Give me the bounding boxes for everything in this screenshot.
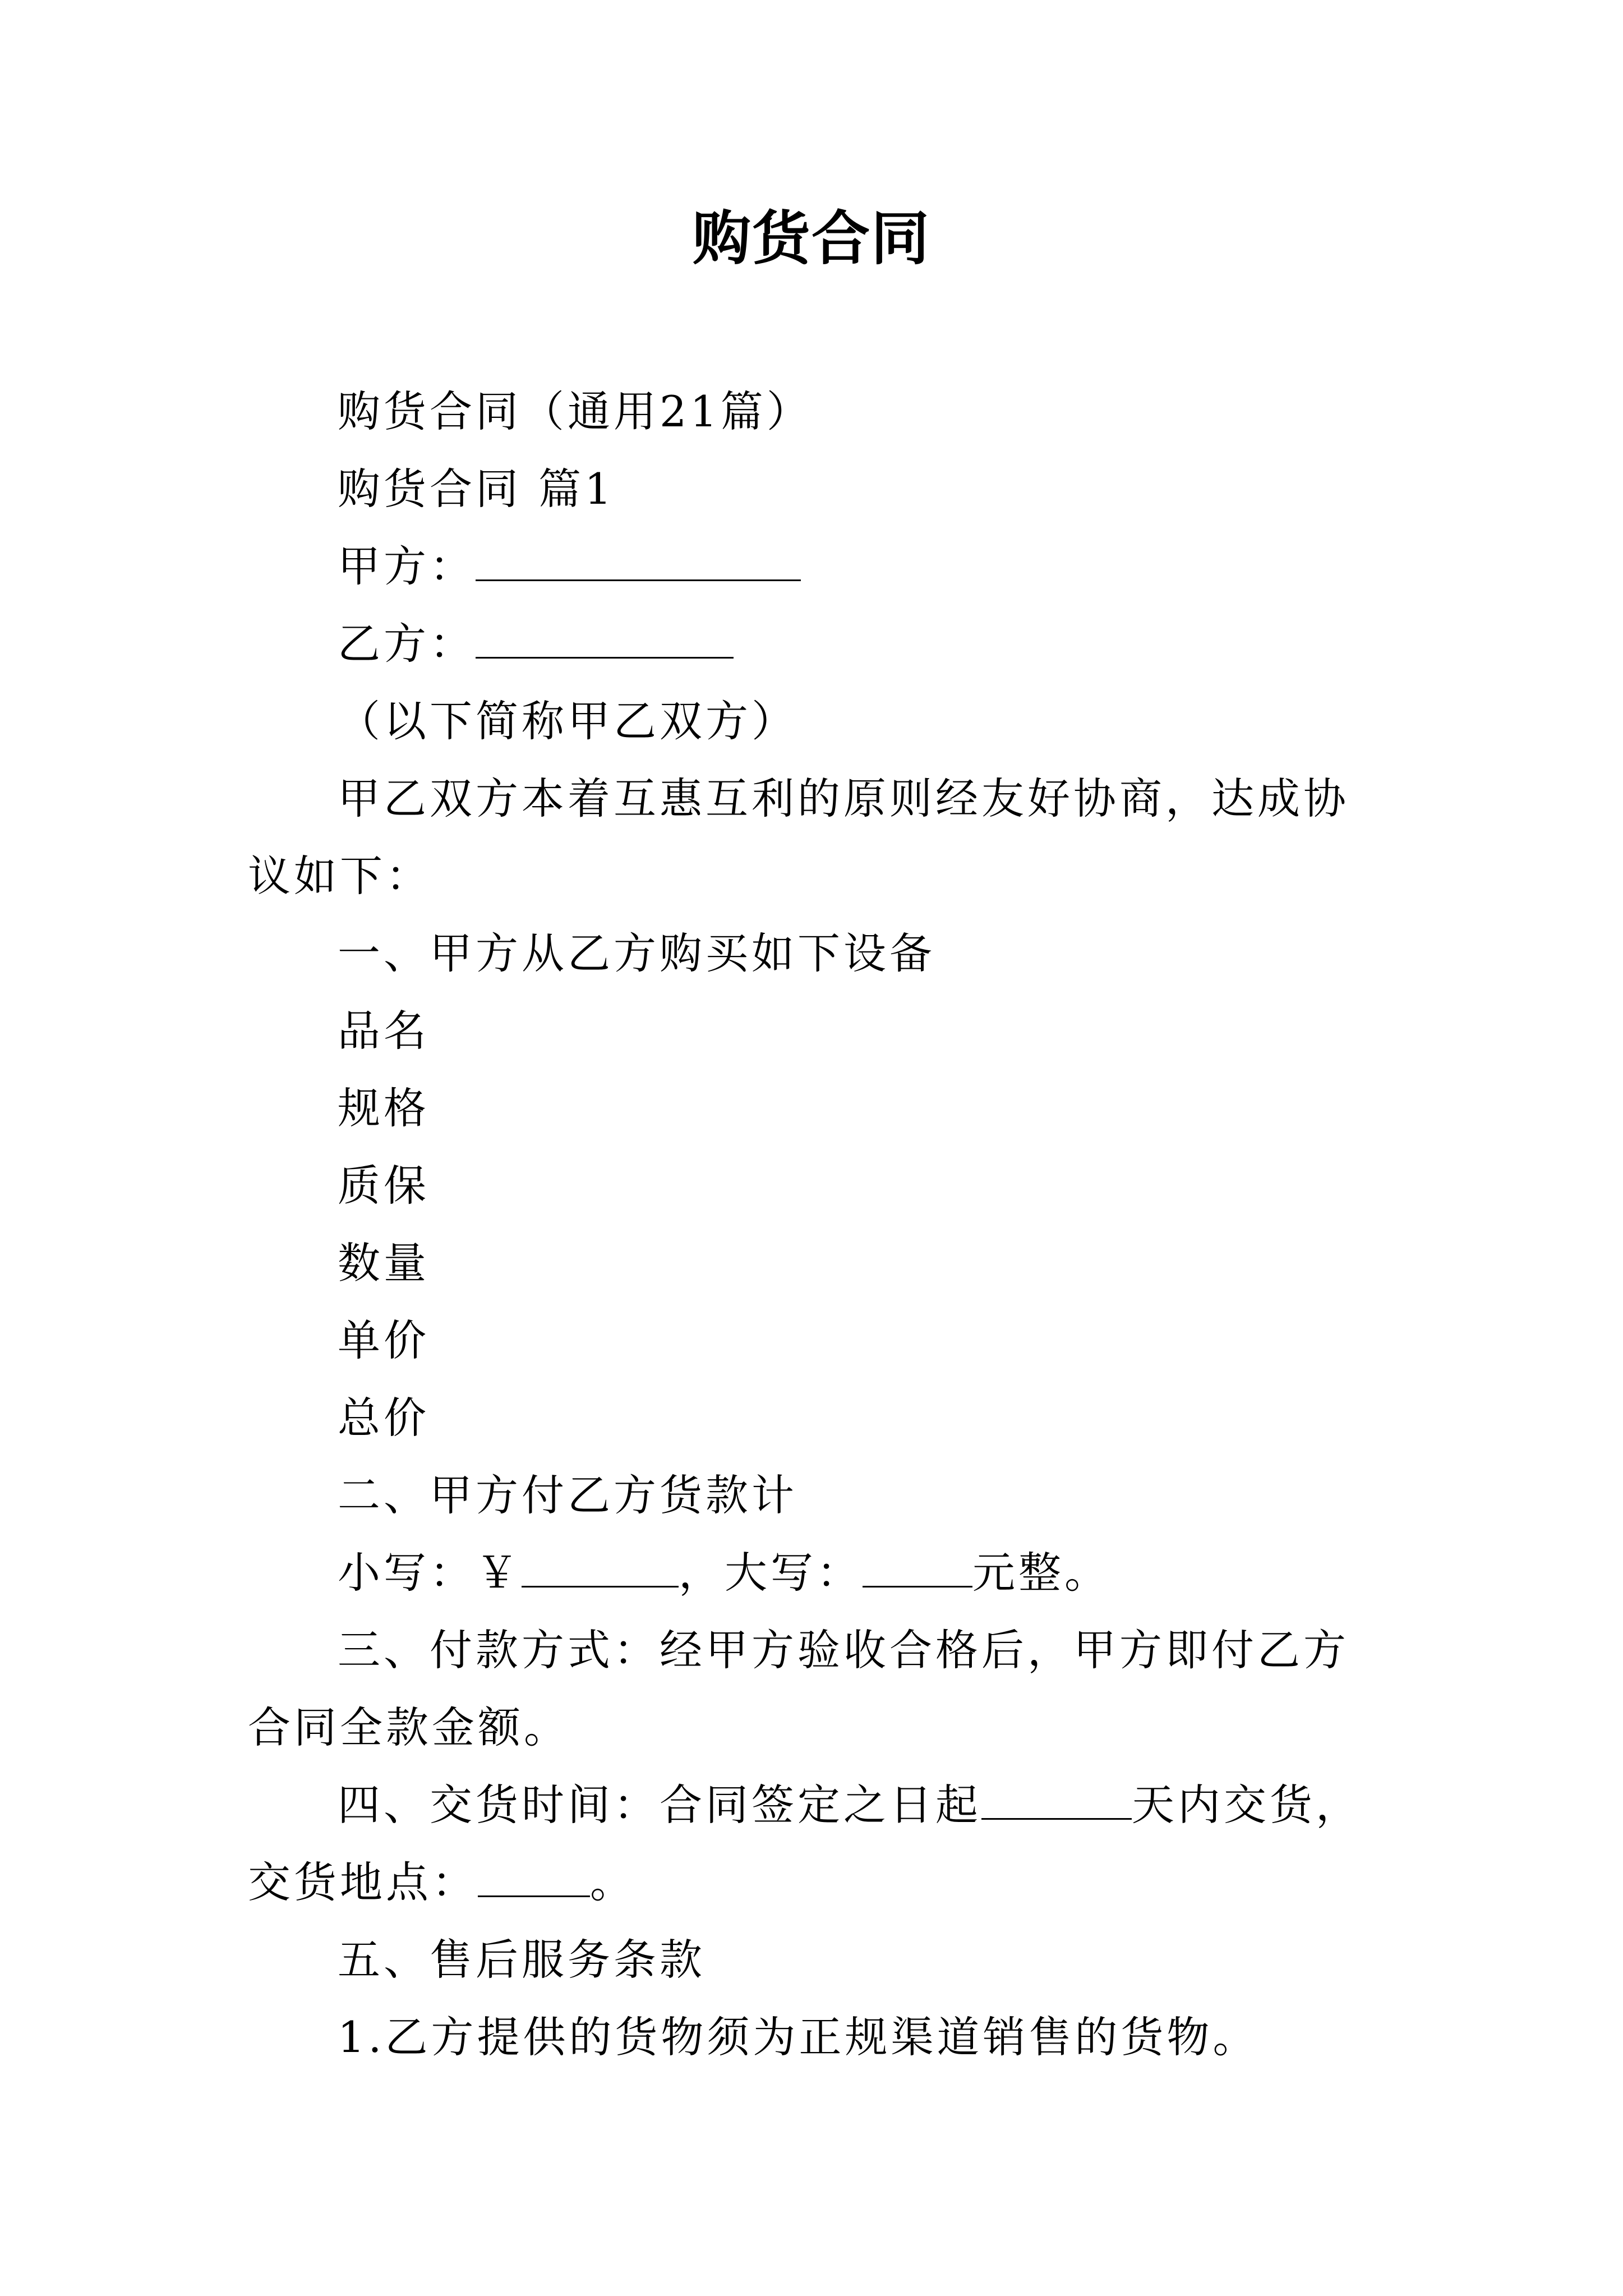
item-field-warranty: 质保	[338, 1161, 430, 1211]
delivery-days-blank	[981, 1781, 1132, 1820]
amount-line	[248, 1534, 1392, 1612]
party-b-label: 乙方：	[338, 619, 476, 669]
clause-4-part-c: 。	[590, 1857, 636, 1907]
clause-4-part-a: 四、交货时间：合同签定之日起	[338, 1780, 981, 1830]
item-field-name: 品名	[338, 1006, 430, 1056]
party-a-label: 甲方：	[338, 541, 476, 591]
amount-big-blank	[863, 1549, 972, 1588]
clause-3: 三、付款方式：经甲方验收合格后，甲方即付乙方合同全款金额。	[248, 1625, 1349, 1752]
party-b-blank	[476, 620, 734, 659]
section-heading: 购货合同 篇1	[338, 464, 615, 514]
amount-big-label: ，大写：	[679, 1548, 863, 1598]
amount-suffix: 元整。	[972, 1548, 1110, 1598]
parties-note: （以下简称甲乙双方）	[338, 696, 797, 746]
party-b-line	[248, 605, 1392, 683]
delivery-place-blank	[478, 1858, 590, 1897]
clause-5-1: 1.乙方提供的货物须为正规渠道销售的货物。	[338, 2012, 1259, 2062]
amount-small-label: 小写：￥	[338, 1548, 522, 1598]
clause-4	[248, 1766, 1392, 1921]
clause-1: 一、甲方从乙方购买如下设备	[338, 928, 935, 978]
clause-5: 五、售后服务条款	[338, 1935, 706, 1985]
intro-paragraph: 甲乙双方本着互惠互利的原则经友好协商，达成协议如下：	[248, 774, 1349, 901]
item-field-total-price: 总价	[338, 1393, 430, 1443]
party-a-line	[248, 528, 1392, 605]
item-field-quantity: 数量	[338, 1238, 430, 1288]
clause-4-part-b: 天内交货，交货地点：	[248, 1780, 1362, 1907]
party-a-blank	[476, 542, 801, 581]
amount-small-blank	[522, 1549, 679, 1588]
document-body	[248, 373, 1392, 2076]
document-subtitle: 购货合同（通用21篇）	[338, 386, 813, 436]
item-field-spec: 规格	[338, 1083, 430, 1133]
clause-2: 二、甲方付乙方货款计	[338, 1470, 797, 1520]
item-field-unit-price: 单价	[338, 1315, 430, 1365]
document-title: 购货合同	[692, 204, 930, 273]
